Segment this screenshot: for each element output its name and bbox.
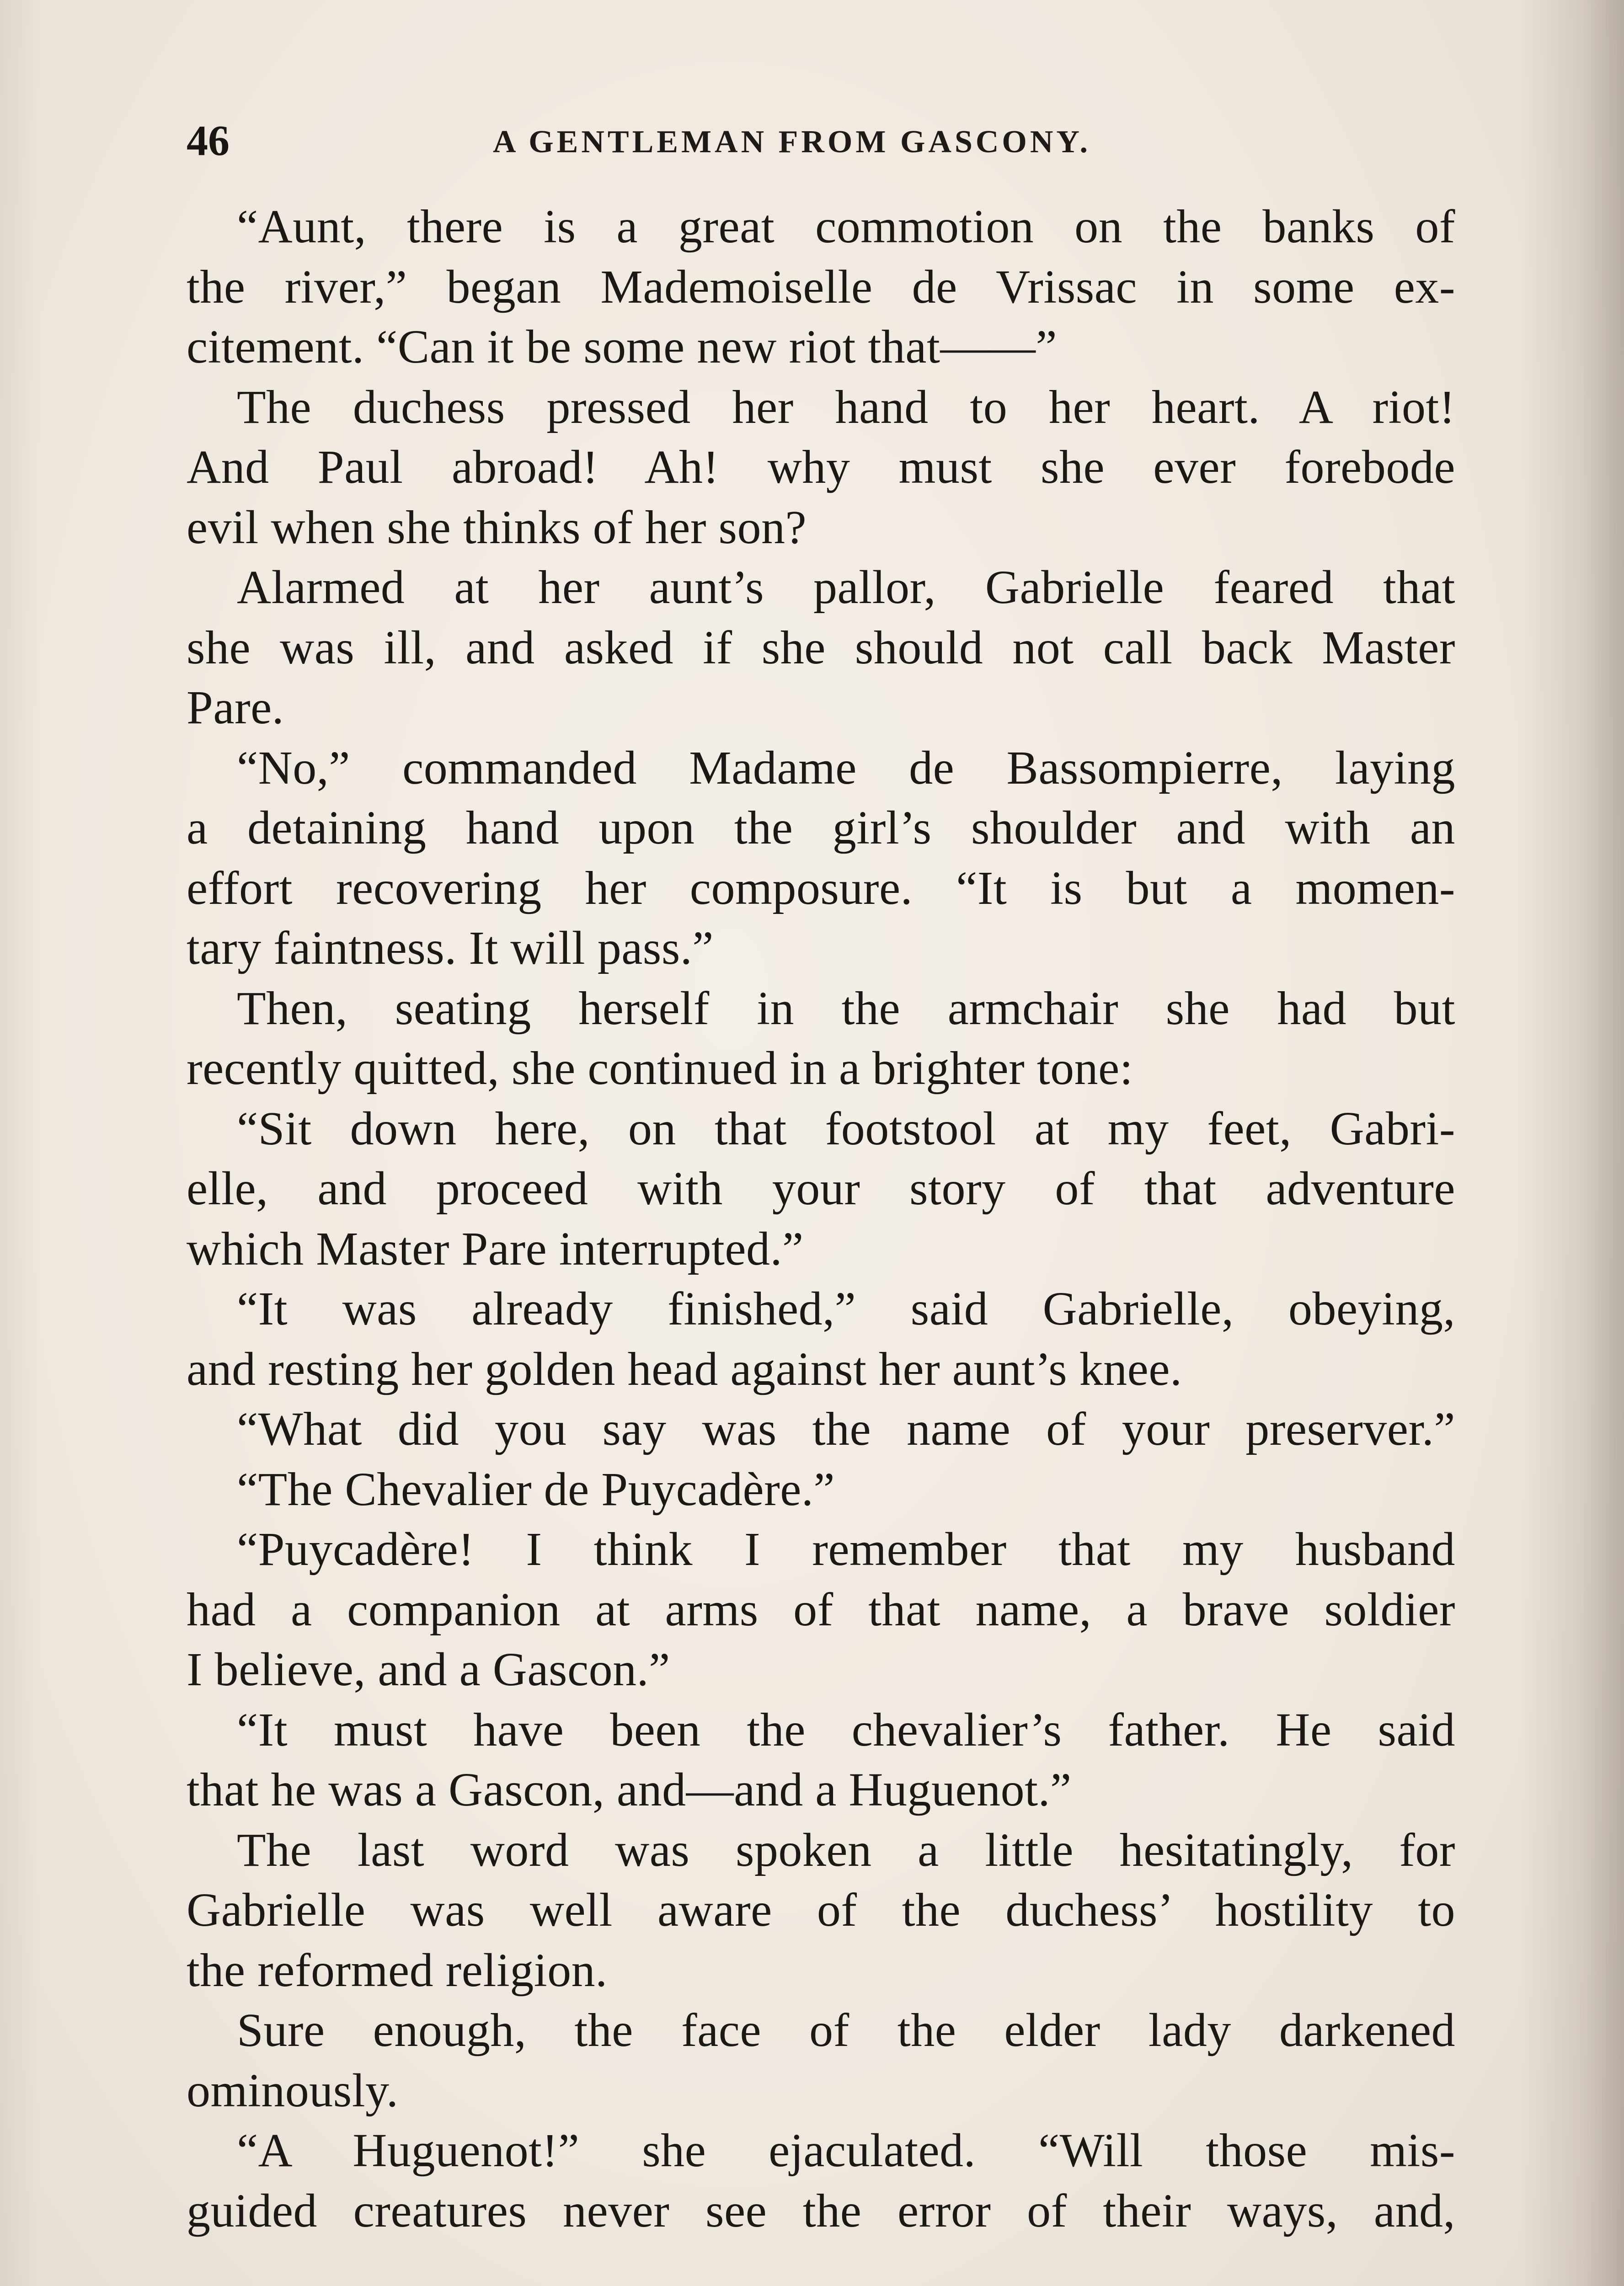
text-line: guided creatures never see the error of their ways, and, [187,2184,1455,2237]
text-line: “It must have been the chevalier’s father. He said [237,1703,1455,1756]
text-line: “What did you say was the name of your preserver.” [237,1403,1455,1455]
text-line: Sure enough, the face of the elder lady darkened [237,2004,1455,2056]
running-head [187,118,1458,164]
text-line: that he was a Gascon, and—and a Huguenot.” [187,1763,1072,1816]
text-line: elle, and proceed with your story of that adventure [187,1162,1455,1215]
text-line: Gabrielle was well aware of the duchess’ hostility to [187,1884,1455,1936]
text-line: Pare. [187,681,284,734]
text-line: Then, seating herself in the armchair she had but [237,982,1455,1035]
text-line: effort recovering her composure. “It is but a momen- [187,861,1455,914]
running-title: A GENTLEMAN FROM GASCONY. [493,124,1091,160]
page-number: 46 [187,117,230,165]
body-text [187,197,1455,2241]
text-line: The duchess pressed her hand to her heart. A riot! [237,380,1455,433]
text-line: and resting her golden head against her aunt’s knee. [187,1342,1182,1395]
text-line: the river,” began Mademoiselle de Vrissac in some ex- [187,260,1455,313]
text-line: “Aunt, there is a great commotion on the banks of [237,200,1455,253]
text-line: recently quitted, she continued in a brighter tone: [187,1042,1133,1095]
text-line: a detaining hand upon the girl’s shoulder and with an [187,801,1455,854]
text-line: ominously. [187,2064,399,2117]
text-line: Alarmed at her aunt’s pallor, Gabrielle feared that [237,561,1455,614]
text-line: had a companion at arms of that name, a brave soldier [187,1583,1455,1636]
text-line: “Puycadère! I think I remember that my husband [237,1523,1455,1576]
text-line: “Sit down here, on that footstool at my feet, Gabri- [237,1102,1455,1155]
text-line: “A Huguenot!” she ejaculated. “Will those mis- [237,2124,1455,2177]
text-line: The last word was spoken a little hesitatingly, for [237,1823,1455,1876]
text-line: evil when she thinks of her son? [187,501,807,554]
text-line: she was ill, and asked if she should not call back Master [187,621,1455,674]
text-line: “The Chevalier de Puycadère.” [237,1463,835,1516]
text-line: “No,” commanded Madame de Bassompierre, laying [237,741,1455,794]
text-line: tary faintness. It will pass.” [187,922,714,974]
text-line: which Master Pare interrupted.” [187,1222,804,1275]
text-line: And Paul abroad! Ah! why must she ever forebode [187,441,1455,493]
text-line: citement. “Can it be some new riot that——” [187,320,1058,373]
text-line: I believe, and a Gascon.” [187,1643,670,1696]
text-line: the reformed religion. [187,1944,608,1997]
text-line: “It was already finished,” said Gabrielle, obeying, [237,1282,1455,1335]
